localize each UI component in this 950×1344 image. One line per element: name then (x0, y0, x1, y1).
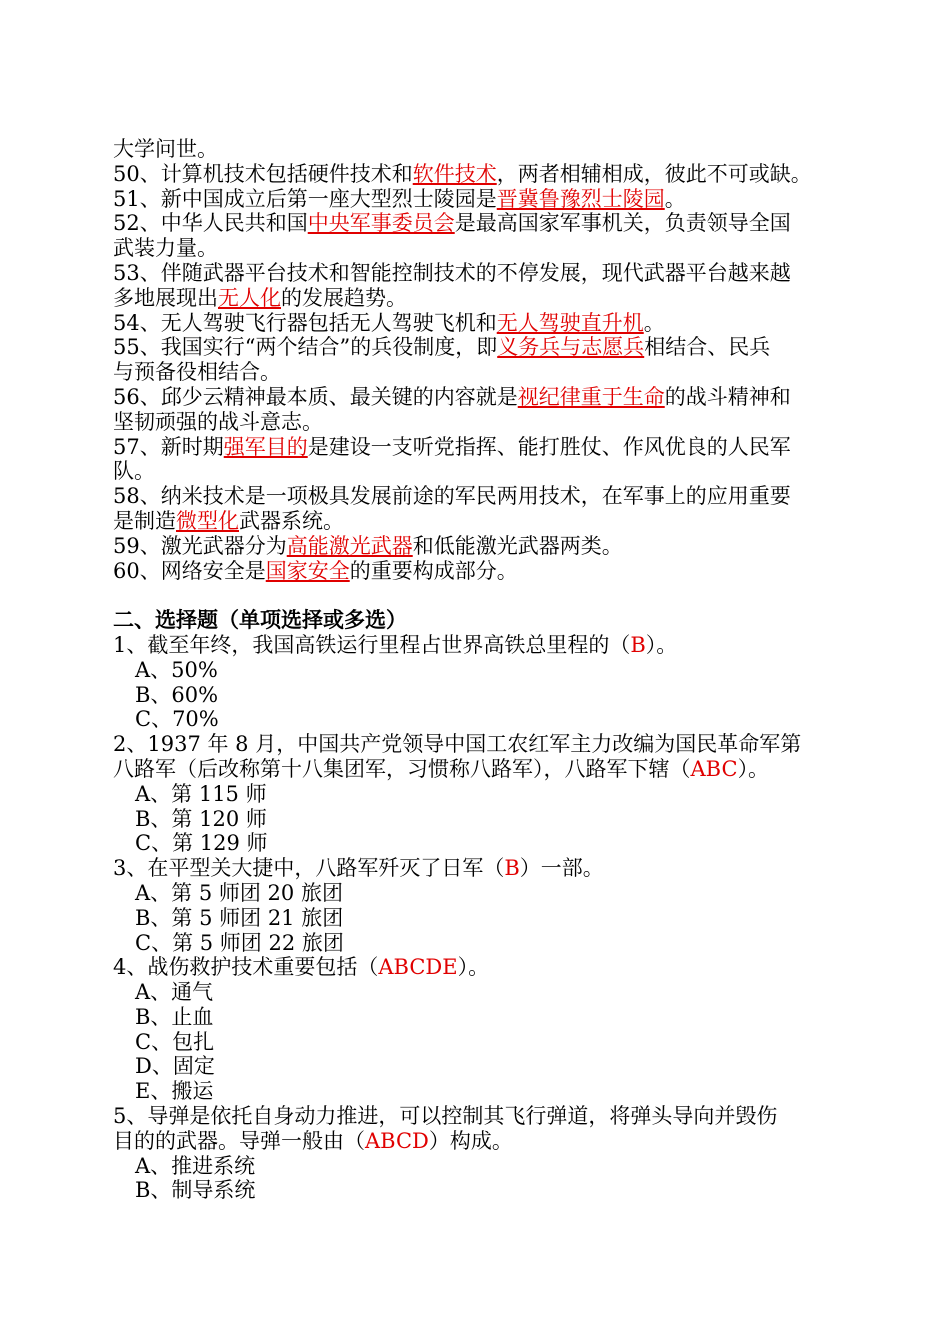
fill-question-q53 (113, 261, 843, 311)
question-text: 3、在平型关大捷中，八路军歼灭了日军（ (113, 856, 505, 881)
question-line (113, 385, 843, 410)
question-text: 相结合、民兵 (644, 335, 771, 360)
option-item: A、第 5 师团 20 旅团 (135, 880, 343, 905)
option-item: B、止血 (135, 1004, 214, 1029)
question-line (113, 633, 843, 658)
section-gap (113, 583, 843, 608)
question-line (113, 286, 843, 311)
fill-question-cont (113, 137, 843, 162)
question-text: 。 (664, 186, 686, 211)
question-text: 的战斗精神和 (664, 384, 791, 409)
question-line (113, 162, 843, 187)
question-text: ）一部。 (519, 856, 604, 881)
option-item: A、50% (135, 657, 218, 682)
answer-text: 义务兵与志愿兵 (497, 335, 645, 360)
question-text: ，两者相辅相成，彼此不可或缺。 (496, 161, 812, 186)
question-line (113, 484, 843, 509)
option-item: B、第 120 师 (135, 806, 267, 831)
answer-text: 高能激光武器 (286, 533, 413, 558)
question-text: 51、新中国成立后第一座大型烈士陵园是 (113, 186, 497, 211)
question-text: 59、激光武器分为 (113, 533, 287, 558)
fill-question-q50 (113, 162, 843, 187)
question-text: 和低能激光武器两类。 (412, 533, 623, 558)
question-text: 大学问世。 (113, 137, 218, 161)
choice-section (113, 633, 843, 1203)
question-line (113, 311, 843, 336)
question-text: 坚韧顽强的战斗意志。 (113, 409, 323, 434)
option-item: B、第 5 师团 21 旅团 (135, 905, 344, 930)
question-line (113, 187, 843, 212)
question-line (113, 261, 843, 286)
question-line (113, 955, 843, 980)
question-text: 多地展现出 (113, 285, 218, 310)
option-item: D、固定 (135, 1054, 215, 1079)
question-line (113, 459, 843, 484)
question-text: 1、截至年终，我国高铁运行里程占世界高铁总里程的（ (113, 632, 631, 657)
question-text: 八路军（后改称第十八集团军，习惯称八路军），八路军下辖（ (113, 756, 691, 781)
question-line (113, 1129, 843, 1154)
fill-in-section (113, 137, 843, 583)
question-text: 50、计算机技术包括硬件技术和 (113, 161, 413, 186)
question-line (113, 509, 843, 534)
fill-question-q51 (113, 187, 843, 212)
question-line (113, 410, 843, 435)
question-text: 2、1937 年 8 月，中国共产党领导中国工农红军主力改编为国民革命军第 (113, 732, 802, 757)
question-text: 的重要构成部分。 (349, 558, 518, 583)
fill-question-q60 (113, 559, 843, 584)
question-text: 54、无人驾驶飞行器包括无人驾驶飞机和 (113, 310, 497, 335)
answer-text: 无人化 (218, 285, 281, 310)
answer-text: 晋冀鲁豫烈士陵园 (496, 186, 665, 211)
question-text: 队。 (113, 459, 155, 484)
question-text: ）。 (645, 632, 678, 657)
option-item: B、制导系统 (135, 1178, 256, 1203)
question-text: 目的的武器。导弹一般由（ (113, 1128, 365, 1153)
question-line (113, 435, 843, 460)
answer-choice: B (630, 632, 646, 657)
option-item: C、第 5 师团 22 旅团 (135, 930, 344, 955)
question-text: 的发展趋势。 (281, 285, 407, 310)
question-text: 是制造 (113, 508, 176, 533)
question-line (113, 856, 843, 881)
question-line (113, 137, 843, 162)
fill-question-q54 (113, 311, 843, 336)
question-line (113, 534, 843, 559)
option-item: C、第 129 师 (135, 831, 268, 856)
question-text: ）构成。 (428, 1128, 513, 1153)
question-text: 5、导弹是依托自身动力推进，可以控制其飞行弹道，将弹头导向并毁伤 (113, 1104, 778, 1129)
choice-question-c5 (113, 1104, 843, 1203)
question-line (113, 732, 843, 757)
document-body (113, 137, 843, 1203)
question-line (113, 211, 843, 236)
question-text: 是建设一支听党指挥、能打胜仗、作风优良的人民军 (307, 434, 791, 459)
answer-choice: ABC (690, 756, 738, 781)
choice-question-c1 (113, 633, 843, 732)
choice-question-c4 (113, 955, 843, 1104)
answer-text: 强军目的 (223, 434, 308, 459)
option-item: A、推进系统 (135, 1153, 256, 1178)
choice-question-c3 (113, 856, 843, 955)
answer-text: 软件技术 (412, 161, 497, 186)
answer-text: 视纪律重于生命 (517, 384, 665, 409)
answer-choice: B (504, 856, 520, 881)
fill-question-q56 (113, 385, 843, 435)
question-text: 4、战伤救护技术重要包括（ (113, 955, 379, 980)
option-item: A、通气 (135, 980, 214, 1005)
question-line (113, 757, 843, 782)
question-text: 60、网络安全是 (113, 558, 266, 583)
question-text: ）。 (457, 955, 490, 980)
fill-question-q59 (113, 534, 843, 559)
question-text: 53、伴随武器平台技术和智能控制技术的不停发展，现代武器平台越来越 (113, 260, 791, 285)
answer-choice: ABCD (365, 1128, 429, 1153)
answer-text: 微型化 (176, 508, 239, 533)
section-heading: 二、选择题（单项选择或多选） (113, 607, 407, 633)
question-line (113, 1104, 843, 1129)
question-text: 武器系统。 (239, 508, 344, 533)
option-item: B、60% (135, 682, 219, 707)
option-item: C、70% (135, 707, 219, 732)
answer-text: 无人驾驶直升机 (496, 310, 644, 335)
choice-question-c2 (113, 732, 843, 856)
question-line (113, 360, 843, 385)
question-line (113, 559, 843, 584)
answer-text: 中央军事委员会 (307, 211, 455, 236)
fill-question-q55 (113, 335, 843, 385)
question-text: 与预备役相结合。 (113, 360, 281, 385)
answer-choice: ABCDE (378, 955, 458, 980)
question-text: 武装力量。 (113, 236, 218, 261)
question-text: 55、我国实行“两个结合”的兵役制度，即 (113, 335, 498, 360)
question-text: 57、新时期 (113, 434, 224, 459)
question-text: ）。 (737, 756, 770, 781)
answer-text: 国家安全 (265, 558, 350, 583)
fill-question-q57 (113, 435, 843, 485)
question-text: 52、中华人民共和国 (113, 211, 308, 236)
question-text: 。 (643, 310, 665, 335)
fill-question-q52 (113, 211, 843, 261)
option-item: A、第 115 师 (135, 781, 267, 806)
option-item: E、搬运 (135, 1079, 214, 1104)
question-line (113, 335, 843, 360)
fill-question-q58 (113, 484, 843, 534)
option-item: C、包扎 (135, 1029, 215, 1054)
question-text: 58、纳米技术是一项极具发展前途的军民两用技术，在军事上的应用重要 (113, 484, 791, 509)
question-text: 是最高国家军事机关，负责领导全国 (454, 211, 791, 236)
question-line (113, 236, 843, 261)
question-text: 56、邱少云精神最本质、最关键的内容就是 (113, 384, 518, 409)
